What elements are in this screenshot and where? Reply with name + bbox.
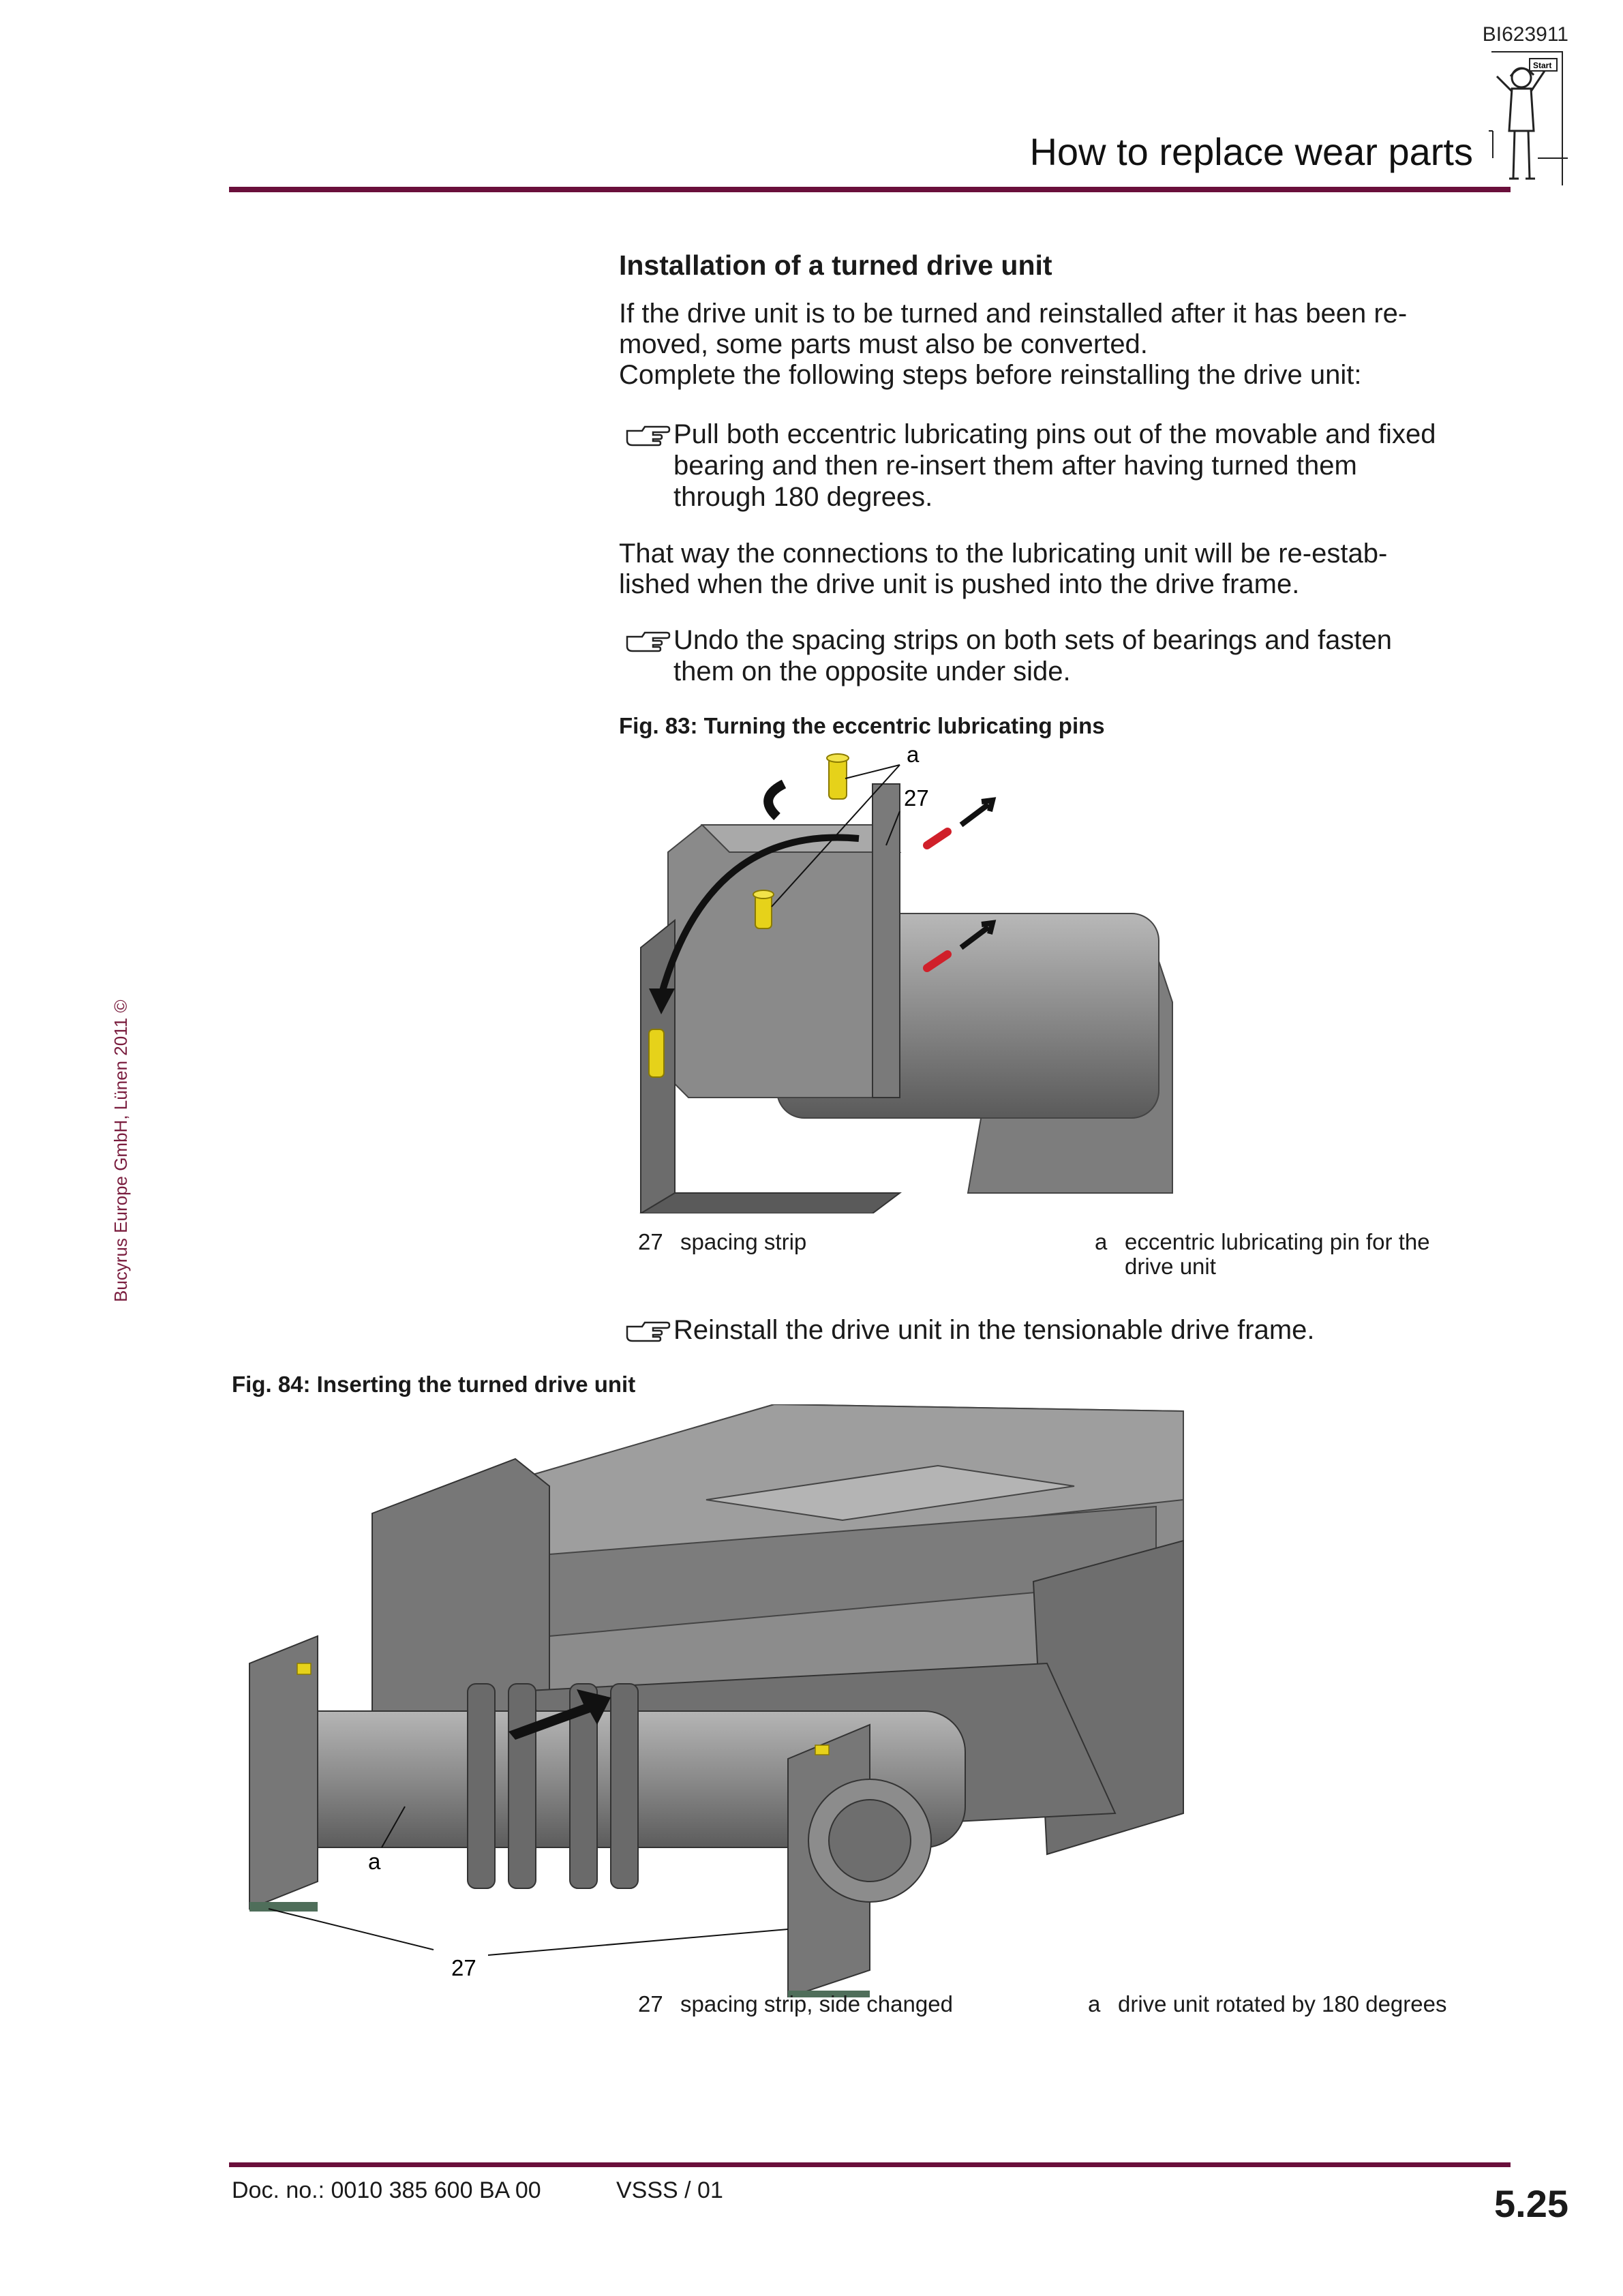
worker-start-icon (1486, 49, 1568, 185)
paragraph-line: That way the connections to the lubricating unit will be re-estab- (619, 539, 1388, 569)
copyright-notice: Bucyrus Europe GmbH, Lünen 2011 © (110, 999, 131, 1302)
step-line: through 180 degrees. (673, 482, 933, 512)
legend-number: 27 (638, 1991, 663, 2016)
figure-83-legend-a (1095, 1230, 1531, 1279)
label-27: 27 (451, 1955, 476, 1980)
legend-text: drive unit (1125, 1254, 1216, 1279)
step-turn-pins (619, 419, 1532, 514)
intro-line: Complete the following steps before reinstalling the drive unit: (619, 360, 1362, 390)
legend-text: drive unit rotated by 180 degrees (1118, 1991, 1447, 2016)
lubricating-pin (297, 1663, 311, 1674)
intro-line: moved, some parts must also be converted. (619, 329, 1148, 359)
legend-text: spacing strip, side changed (680, 1991, 953, 2016)
step-line: Pull both eccentric lubricating pins out of the movable and fixed (673, 419, 1436, 449)
red-bolt-upper (927, 800, 992, 845)
section-heading: Installation of a turned drive unit (619, 250, 1052, 281)
lubrication-paragraph (619, 539, 1519, 600)
document-number: Doc. no.: 0010 385 600 BA 00 (232, 2177, 541, 2203)
figure-84-caption: Fig. 84: Inserting the turned drive unit (232, 1372, 636, 1397)
step-line: them on the opposite under side. (673, 656, 1071, 686)
pointing-hand-icon (624, 1314, 672, 1346)
spacing-strip-left (249, 1902, 318, 1912)
legend-text: spacing strip (680, 1229, 807, 1254)
label-a: a (368, 1849, 381, 1874)
legend-number: 27 (638, 1229, 663, 1254)
figure-84-legend-27 (638, 1992, 1074, 2016)
figure-83-caption: Fig. 83: Turning the eccentric lubricating pins (619, 713, 1105, 738)
page-number: 5.25 (1494, 2182, 1568, 2225)
lubricating-pin (815, 1745, 829, 1755)
legend-number: a (1095, 1229, 1108, 1254)
svg-text:Start: Start (1533, 61, 1552, 70)
bearing-housing (668, 825, 900, 1098)
figure-84-legend-a (1088, 1992, 1538, 2016)
intro-line: If the drive unit is to be turned and reinstalled after it has been re- (619, 299, 1408, 329)
page-title: How to replace wear parts (1029, 130, 1473, 173)
document-id: BI623911 (1482, 23, 1568, 46)
side-pin (649, 1029, 664, 1077)
rotate-arrow-small (768, 784, 784, 817)
left-bearing (249, 1636, 318, 1909)
step-spacing-strips (619, 624, 1532, 690)
figure-83-illustration (613, 743, 1241, 1213)
lubricating-pin-removed (827, 754, 849, 799)
figure-84-illustration (229, 1404, 1197, 1997)
legend-number: a (1088, 1991, 1101, 2016)
document-version: VSSS / 01 (616, 2177, 723, 2203)
pointing-hand-icon (624, 624, 672, 656)
footer-rule (229, 2162, 1511, 2167)
lubricating-pin-installed (753, 890, 774, 928)
legend-text: eccentric lubricating pin for the (1125, 1229, 1430, 1254)
step-line: Reinstall the drive unit in the tensionable drive frame. (673, 1315, 1315, 1345)
step-reinstall (619, 1314, 1532, 1348)
header-rule (229, 187, 1511, 192)
step-line: bearing and then re-insert them after having turned them (673, 451, 1357, 481)
figure-83-legend-27 (638, 1230, 1020, 1254)
intro-paragraph (619, 299, 1519, 391)
pointing-hand-icon (624, 419, 672, 450)
step-line: Undo the spacing strips on both sets of bearings and fasten (673, 625, 1393, 655)
label-27: 27 (904, 785, 929, 811)
paragraph-line: lished when the drive unit is pushed into the drive frame. (619, 569, 1300, 599)
label-a: a (907, 743, 920, 767)
